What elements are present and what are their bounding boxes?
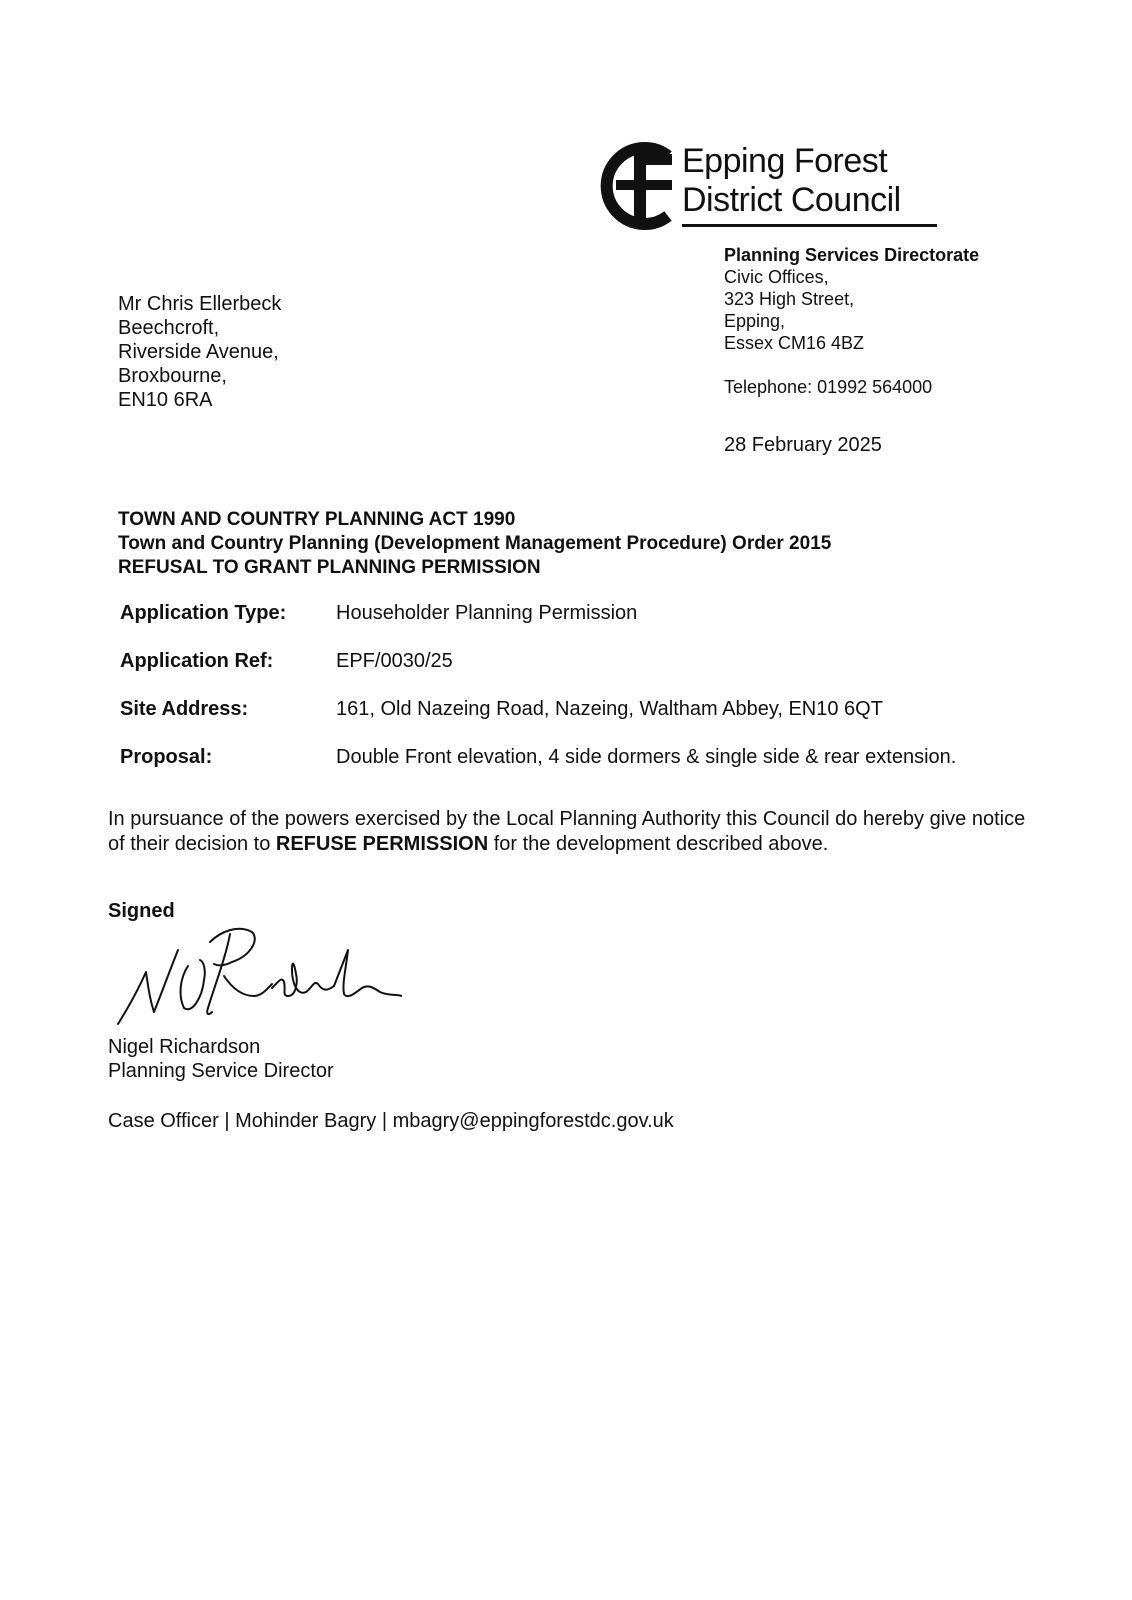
decision-text: In pursuance of the powers exercised by the Local Planning Authority this Council do hereby give notice of their decision to <box>108 808 1026 855</box>
detail-row <box>120 746 956 794</box>
council-address-line: Essex CM16 4BZ <box>724 333 865 353</box>
detail-value: EPF/0030/25 <box>336 650 453 672</box>
council-address-line: Civic Offices, <box>724 267 829 287</box>
detail-value: Householder Planning Permission <box>336 602 638 624</box>
logo-underline <box>682 224 937 227</box>
application-details <box>120 602 956 794</box>
council-address-line: 323 High Street, <box>724 289 855 309</box>
directorate-name: Planning Services Directorate <box>724 245 980 265</box>
case-officer-line: Case Officer | Mohinder Bagry | mbagry@eppingforestdc.gov.uk <box>108 1110 674 1132</box>
letter-date: 28 February 2025 <box>724 434 882 456</box>
council-telephone: Telephone: 01992 564000 <box>724 377 933 397</box>
signatory-title: Planning Service Director <box>108 1060 334 1082</box>
detail-label: Application Type: <box>120 602 287 624</box>
detail-label: Site Address: <box>120 698 249 720</box>
heading-act: TOWN AND COUNTRY PLANNING ACT 1990 <box>118 509 516 530</box>
detail-label: Proposal: <box>120 746 213 768</box>
recipient-line: Mr Chris Ellerbeck <box>118 293 282 315</box>
heading-refusal: REFUSAL TO GRANT PLANNING PERMISSION <box>118 557 541 578</box>
recipient-line: Broxbourne, <box>118 365 227 387</box>
detail-value: Double Front elevation, 4 side dormers & single side & rear extension. <box>336 746 957 768</box>
logo-text-line2: District Council <box>682 181 901 219</box>
decision-paragraph <box>108 807 1028 857</box>
decision-emphasis: REFUSE PERMISSION <box>275 833 489 855</box>
heading-order: Town and Country Planning (Development Management Procedure) Order 2015 <box>118 533 832 554</box>
recipient-address-block <box>118 292 281 412</box>
council-address-block <box>724 244 1114 456</box>
signed-label: Signed <box>108 900 175 922</box>
recipient-line: Beechcroft, <box>118 317 220 339</box>
signatory-name: Nigel Richardson <box>108 1036 261 1058</box>
letter-heading <box>118 508 831 580</box>
handwritten-signature <box>112 926 402 1036</box>
recipient-line: EN10 6RA <box>118 389 213 411</box>
detail-row <box>120 650 956 698</box>
recipient-line: Riverside Avenue, <box>118 341 279 363</box>
detail-value: 161, Old Nazeing Road, Nazeing, Waltham Abbey, EN10 6QT <box>336 698 883 720</box>
detail-row <box>120 602 956 650</box>
logo-text-line1: Epping Forest <box>682 142 888 180</box>
signatory-block <box>108 1035 334 1083</box>
council-logo <box>596 140 941 232</box>
council-address-line: Epping, <box>724 311 786 331</box>
efdc-ef-monogram-icon <box>596 140 676 232</box>
detail-row <box>120 698 956 746</box>
decision-text-end: for the development described above. <box>488 833 829 855</box>
detail-label: Application Ref: <box>120 650 274 672</box>
